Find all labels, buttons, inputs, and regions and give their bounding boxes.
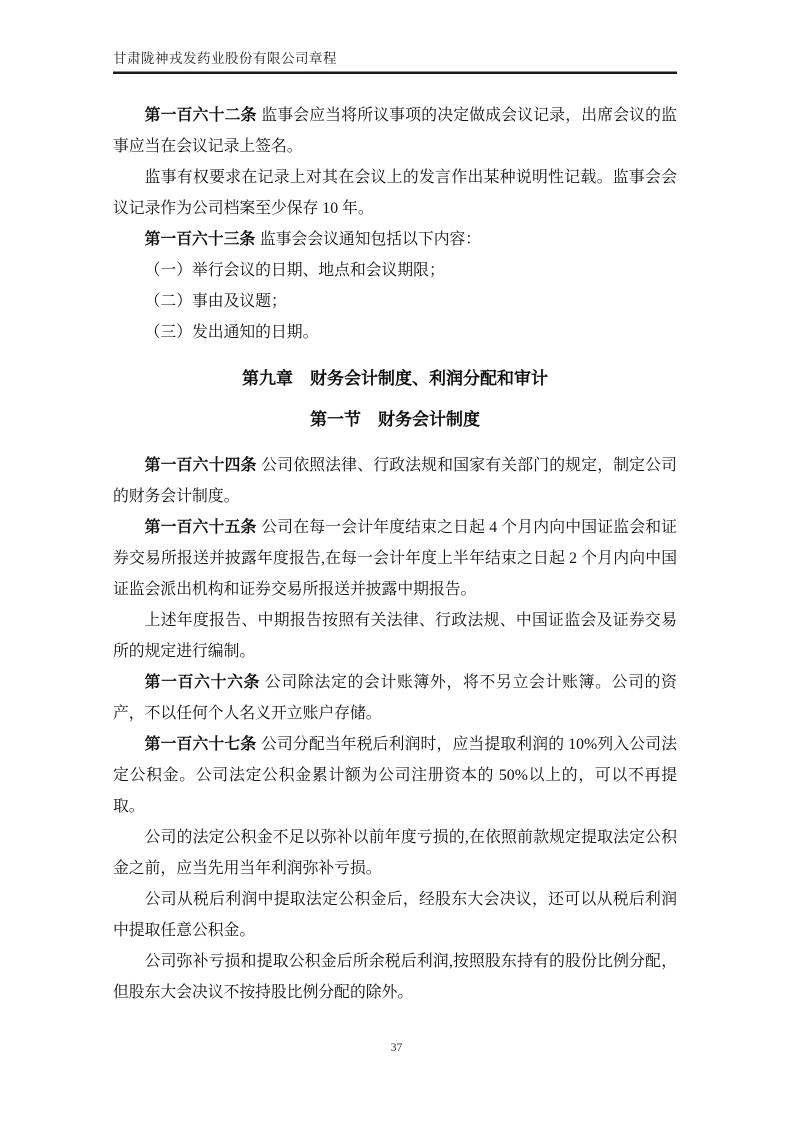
section-heading: 第一节 财务会计制度 <box>310 410 480 429</box>
page-footer <box>0 1038 793 1056</box>
article-number: 第一百六十七条 <box>144 736 257 753</box>
article-text: 公司在每一会计年度结束之日起 4 个月内向中国证监会和证券交易所报送并披露年度报告,在每一会计年度上半年结束之日起 2 个月内向中国证监会派出机构和证券交易所报送并披露中期报告。 <box>113 519 677 598</box>
header-rule <box>113 71 677 74</box>
paragraph: 监事有权要求在记录上对其在会议上的发言作出某种说明性记载。监事会会议记录作为公司档案至少保存 10 年。 <box>113 169 677 217</box>
header-title: 甘肃陇神戎发药业股份有限公司章程 <box>113 51 337 66</box>
paragraph: 上述年度报告、中期报告按照有关法律、行政法规、中国证监会及证券交易所的规定进行编制。 <box>113 612 677 660</box>
article-number: 第一百六十五条 <box>144 519 257 536</box>
article-paragraph-166 <box>113 667 677 729</box>
list-item-2: （二）事由及议题； <box>144 293 287 310</box>
article-paragraph-165 <box>113 512 677 605</box>
paragraph: 公司从税后利润中提取法定公积金后，经股东大会决议，还可以从税后利润中提取任意公积金。 <box>113 891 677 939</box>
document-body <box>113 100 677 1008</box>
article-paragraph-164 <box>113 450 677 512</box>
article-number: 第一百六十二条 <box>144 107 257 124</box>
page-number: 37 <box>390 1042 403 1054</box>
article-paragraph-163 <box>113 224 677 255</box>
page-header <box>113 50 677 74</box>
list-item-1: （一）举行会议的日期、地点和会议期限； <box>144 262 445 279</box>
article-text: 公司依照法律、行政法规和国家有关部门的规定，制定公司的财务会计制度。 <box>113 457 677 505</box>
paragraph: 公司弥补亏损和提取公积金后所余税后利润,按照股东持有的股份比例分配，但股东大会决议不按持股比例分配的除外。 <box>113 953 677 1001</box>
list-item-3: （三）发出通知的日期。 <box>144 324 319 341</box>
article-number: 第一百六十四条 <box>144 457 257 474</box>
article-number: 第一百六十三条 <box>144 231 256 248</box>
article-paragraph-162 <box>113 100 677 162</box>
chapter-heading: 第九章 财务会计制度、利润分配和审计 <box>242 369 548 388</box>
article-number: 第一百六十六条 <box>144 674 261 691</box>
article-text: 监事会应当将所议事项的决定做成会议记录，出席会议的监事应当在会议记录上签名。 <box>113 107 677 155</box>
paragraph: 公司的法定公积金不足以弥补以前年度亏损的,在依照前款规定提取法定公积金之前，应当先用当年利润弥补亏损。 <box>113 829 677 877</box>
article-text: 公司除法定的会计账簿外，将不另立会计账簿。公司的资产，不以任何个人名义开立账户存储。 <box>113 674 677 722</box>
article-text: 公司分配当年税后利润时，应当提取利润的 10%列入公司法定公积金。公司法定公积金累计额为公司注册资本的 50%以上的，可以不再提取。 <box>113 736 677 815</box>
article-text: 监事会会议通知包括以下内容： <box>259 231 482 248</box>
article-paragraph-167 <box>113 729 677 822</box>
